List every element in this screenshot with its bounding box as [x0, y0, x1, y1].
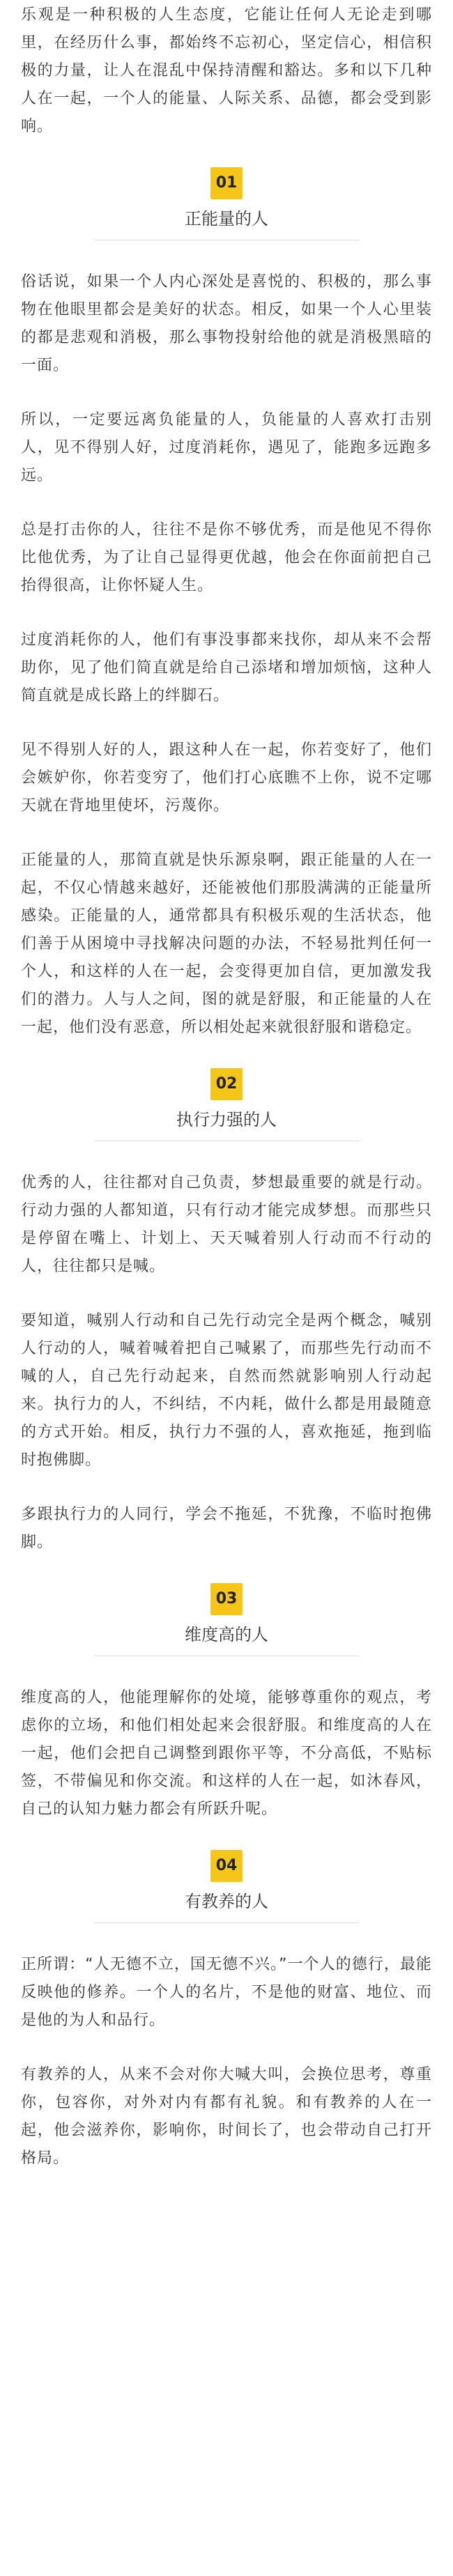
section-title: 执行力强的人 — [94, 1107, 359, 1141]
section-number-badge: 03 — [210, 1583, 243, 1615]
paragraph: 有教养的人，从来不会对你大喊大叫，会换位思考，尊重你，包容你，对外对内有都有礼貌。和有教养的人在一起，他会滋养你，影响你，时间长了，也会带动自己打开格局。 — [21, 2066, 432, 2167]
section-number-badge: 01 — [210, 167, 243, 199]
paragraph: 正所谓：“人无德不立，国无德不兴。”一个人的德行，最能反映他的修养。一个人的名片，不是他的财富、地位、而是他的为人和品行。 — [21, 1956, 432, 2029]
section-3 — [21, 1583, 432, 1823]
section-title: 有教养的人 — [94, 1889, 359, 1923]
paragraph: 俗话说，如果一个人内心深处是喜悦的、积极的，那么事物在他眼里都会是美好的状态。相反，如果一个人心里装的都是悲观和消极，那么事物投射给他的就是消极黑暗的一面。 — [21, 273, 432, 374]
paragraph: 正能量的人，那简直就是快乐源泉啊，跟正能量的人在一起，不仅心情越来越好，还能被他们那股满满的正能量所感染。正能量的人，通常都具有积极乐观的生活状态，他们善于从困境中寻找解决问题的办法，不轻易批判任何一个人，和这样的人在一起，会变得更加自信，更加激发我们的潜力。人与人之间，图的就是舒服，和正能量的人在一起，他们没有恶意，所以相处起来就很舒服和谐稳定。 — [21, 851, 432, 1036]
section-1 — [21, 167, 432, 1042]
paragraph: 所以，一定要远离负能量的人，负能量的人喜欢打击别人，见不得别人好，过度消耗你，遇见了，能跑多远跑多远。 — [21, 411, 432, 484]
section-number-badge: 02 — [210, 1068, 243, 1100]
paragraph: 维度高的人，他能理解你的处境，能够尊重你的观点，考虑你的立场，和他们相处起来会很舒服。和维度高的人在一起，他们会把自己调整到跟你平等，不分高低，不贴标签，不带偏见和你交流。和这样的人在一起，如沐春风，自己的认知力魅力都会有所跃升呢。 — [21, 1689, 432, 1818]
section-4 — [21, 1850, 432, 2173]
section-header — [21, 1850, 432, 1923]
section-title: 正能量的人 — [94, 206, 359, 240]
paragraph: 多跟执行力的人同行，学会不拖延，不犹豫，不临时抱佛脚。 — [21, 1506, 432, 1551]
paragraph: 见不得别人好的人，跟这种人在一起，你若变好了，他们会嫉妒你，你若变穷了，他们打心底瞧不上你，说不定哪天就在背地里使坏，污蔑你。 — [21, 741, 432, 815]
paragraph: 优秀的人，往往都对自己负责，梦想最重要的就是行动。行动力强的人都知道，只有行动才能完成梦想。而那些只是停留在嘴上、计划上、天天喊着别人行动而不行动的人，往往都只是喊。 — [21, 1174, 432, 1275]
section-number-badge: 04 — [210, 1850, 243, 1882]
intro-paragraph: 乐观是一种积极的人生态度，它能让任何人无论走到哪里，在经历什么事，都始终不忘初心，坚定信心，相信积极的力量，让人在混乱中保持清醒和豁达。多和以下几种人在一起，一个人的能量、人际关系、品德，都会受到影响。 — [21, 6, 432, 135]
section-header — [21, 1583, 432, 1656]
paragraph: 要知道，喊别人行动和自己先行动完全是两个概念，喊别人行动的人，喊着喊着把自己喊累了，而那些先行动而不喊的人，自己先行动起来，自然而然就影响别人行动起来。执行力的人，不纠结，不内耗，做什么都是用最随意的方式开始。相反，执行力不强的人，喜欢拖延，拖到临时抱佛脚。 — [21, 1312, 432, 1469]
section-title: 维度高的人 — [94, 1622, 359, 1656]
paragraph: 总是打击你的人，往往不是你不够优秀，而是他见不得你比他优秀，为了让自己显得更优越，他会在你面前把自己抬得很高，让你怀疑人生。 — [21, 521, 432, 594]
section-header — [21, 167, 432, 240]
article — [0, 1, 453, 2173]
paragraph: 过度消耗你的人，他们有事没事都来找你，却从来不会帮助你，见了他们简直就是给自己添堵和增加烦恼，这种人简直就是成长路上的绊脚石。 — [21, 631, 432, 704]
section-2 — [21, 1068, 432, 1557]
section-header — [21, 1068, 432, 1141]
